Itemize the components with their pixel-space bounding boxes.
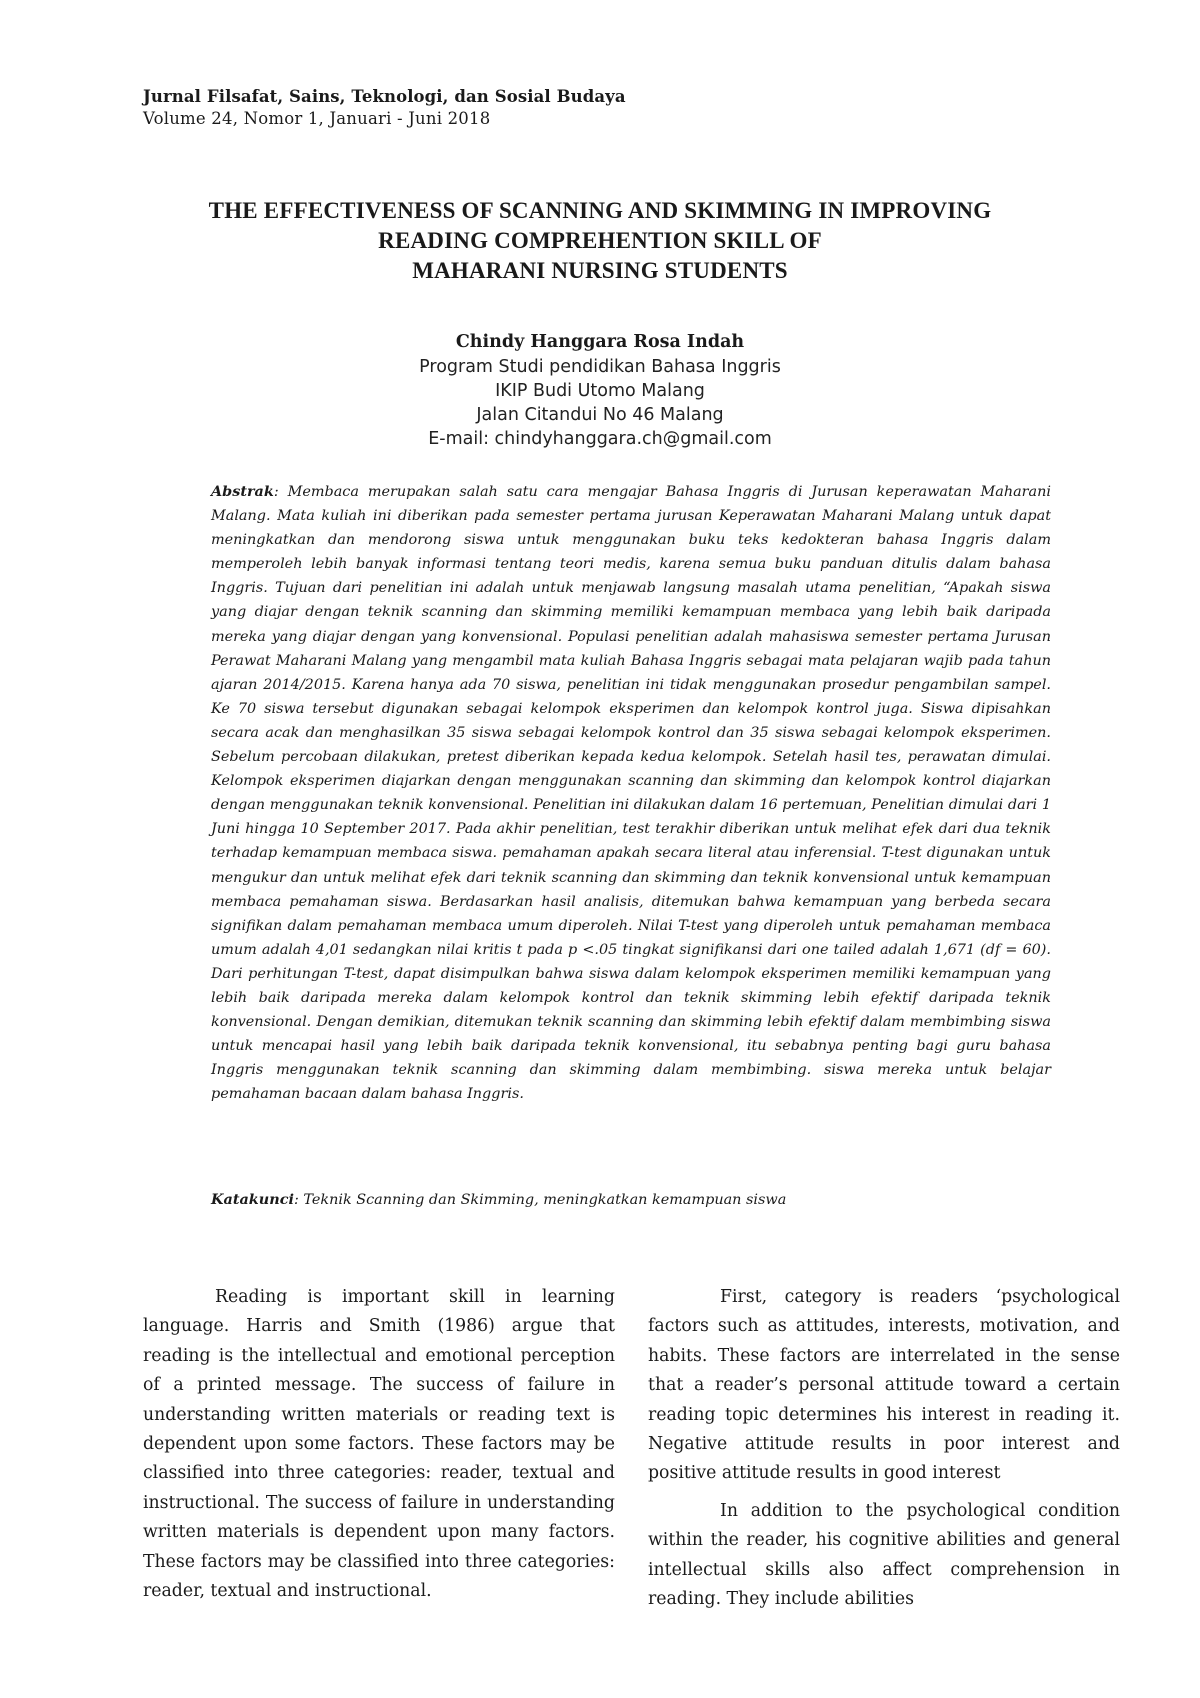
abstract-text: : Membaca merupakan salah satu cara mengajar Bahasa Inggris di Jurusan keperawatan Maharani Malang. Mata kuliah ini diberikan pada semester pertama jurusan Keperawatan Maharani Malang untuk dapat meningkatkan dan mendorong siswa untuk menggunakan buku teks kedokteran bahasa Inggris dalam memperoleh lebih banyak informasi tentang teori medis, karena semua buku panduan ditulis dalam bahasa Inggris. Tujuan dari penelitian ini adalah untuk menjawab langsung masalah utama penelitian, “Apakah siswa yang diajar dengan teknik scanning dan skimming memiliki kemampuan membaca yang lebih baik daripada mereka yang diajar dengan yang konvensional. Populasi penelitian adalah mahasiswa semester pertama Jurusan Perawat Maharani Malang yang mengambil mata kuliah Bahasa Inggris sebagai mata pelajaran wajib pada tahun ajaran 2014/2015. Karena hanya ada 70 siswa, penelitian ini tidak menggunakan prosedur pengambilan sampel. Ke 70 siswa tersebut digunakan sebagai kelompok eksperimen dan kelompok kontrol juga. Siswa dipisahkan secara acak dan menghasilkan 35 siswa sebagai kelompok kontrol dan 35 siswa sebagai kelompok eksperimen. Sebelum percobaan dilakukan, pretest diberikan kepada kedua kelompok. Setelah hasil tes, perawatan dimulai. Kelompok eksperimen diajarkan dengan menggunakan scanning dan skimming dan kelompok kontrol diajarkan dengan menggunakan teknik konvensional. Penelitian ini dilakukan dalam 16 pertemuan, Penelitian dimulai dari 1 Juni hingga 10 September 2017. Pada akhir penelitian, test terakhir diberikan untuk melihat efek dari dua teknik terhadap kemampuan membaca siswa. pemahaman apakah secara literal atau inferensial. T-test digunakan untuk mengukur dan untuk melihat efek dari teknik scanning dan skimming dan teknik konvensional untuk kemampuan membaca pemahaman siswa. Berdasarkan hasil analisis, ditemukan bahwa kemampuan yang berbeda secara signifikan dalam pemahaman membaca umum diperoleh. Nilai T-test yang diperoleh untuk pemahaman membaca umum adalah 4,01 sedangkan nilai kritis t pada p <.05 tingkat signifikansi dari one tailed adalah 1,671 (df = 60). Dari perhitungan T-test, dapat disimpulkan bahwa siswa dalam kelompok eksperimen memiliki kemampuan yang lebih baik daripada mereka dalam kelompok kontrol dan teknik skimming lebih efektif daripada teknik konvensional. Dengan demikian, ditemukan teknik scanning dan skimming lebih efektif dalam membimbing siswa untuk mencapai hasil yang lebih baik daripada teknik konvensional, itu sebabnya penting bagi guru bahasa Inggris menggunakan teknik scanning dan skimming dalam membimbing. siswa mereka untuk belajar pemahaman bacaan dalam bahasa Inggris. (211, 484, 1051, 1103)
affiliation-line: Program Studi pendidikan Bahasa Inggris (419, 357, 781, 377)
journal-header (143, 86, 626, 130)
title-line: MAHARANI NURSING STUDENTS (412, 258, 788, 283)
title-line: THE EFFECTIVENESS OF SCANNING AND SKIMMING IN IMPROVING (208, 198, 992, 223)
affiliation-line: Jalan Citandui No 46 Malang (476, 405, 724, 425)
body-column-left (143, 1283, 615, 1606)
author-block (300, 330, 900, 451)
author-email: E-mail: chindyhanggara.ch@gmail.com (428, 429, 772, 449)
body-column-right (648, 1283, 1120, 1614)
journal-volume: Volume 24, Nomor 1, Januari - Juni 2018 (143, 109, 491, 128)
journal-name: Jurnal Filsafat, Sains, Teknologi, dan Sosial Budaya (143, 87, 626, 106)
abstract (211, 480, 1051, 1106)
body-paragraph: In addition to the psychological condition within the reader, his cognitive abilities and general intellectual skills also affect comprehension in reading. They include abilities (648, 1500, 1120, 1610)
keywords-label: Katakunci (211, 1191, 294, 1208)
author-name: Chindy Hanggara Rosa Indah (455, 332, 745, 352)
paper-title (130, 196, 1070, 286)
body-paragraph: Reading is important skill in learning language. Harris and Smith (1986) argue that reading is the intellectual and emotional perception of a printed message. The success of failure in understanding written materials or reading text is dependent upon some factors. These factors may be classified into three categories: reader, textual and instructional. The success of failure in understanding written materials is dependent upon many factors. These factors may be classified into three categories: reader, textual and instructional. (143, 1287, 615, 1602)
title-line: READING COMPREHENTION SKILL OF (378, 228, 822, 253)
body-paragraph: First, category is readers ‘psychological factors such as attitudes, interests, motivation, and habits. These factors are interrelated in the sense that a reader’s personal attitude toward a certain reading topic determines his interest in reading it. Negative attitude results in poor interest and positive attitude results in good interest (648, 1287, 1120, 1484)
keywords-text: : Teknik Scanning dan Skimming, meningkatkan kemampuan siswa (293, 1192, 787, 1208)
keywords (211, 1188, 1051, 1212)
affiliation-line: IKIP Budi Utomo Malang (495, 381, 705, 401)
abstract-label: Abstrak (211, 483, 274, 500)
